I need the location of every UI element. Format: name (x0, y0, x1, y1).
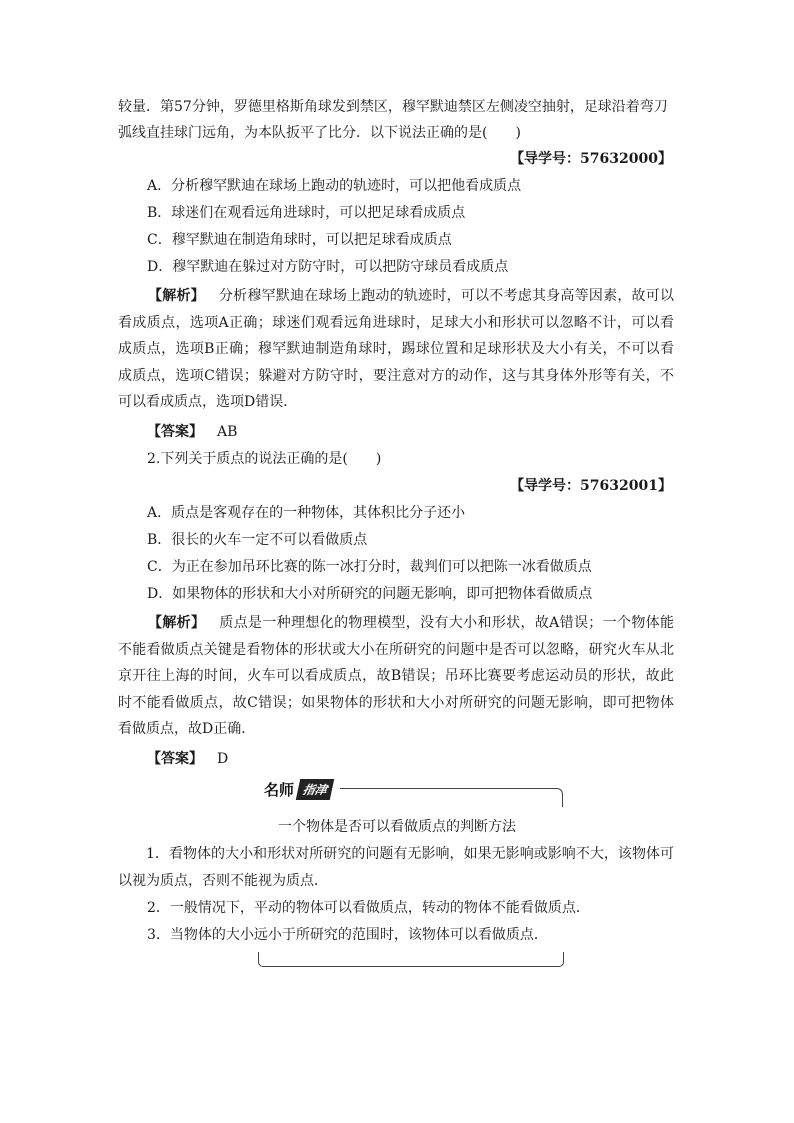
q1-analysis-tag: 【解析】 (148, 288, 205, 304)
q1-answer-tag: 【答案】 (147, 424, 203, 440)
q1-analysis (118, 283, 674, 416)
q1-reference-number: 【导学号：57632000】 (510, 151, 672, 167)
tip-badge-label: 名师 (264, 780, 295, 799)
tip-box-bottom-border (258, 952, 564, 967)
tip-item-3: 3．当物体的大小远小于所研究的范围时，该物体可以看做质点． (147, 927, 548, 943)
q1-option-b: B．球迷们在观看远角进球时，可以把足球看成质点 (147, 205, 466, 221)
q1-option-a: A．分析穆罕默迪在球场上跑动的轨迹时，可以把他看成质点 (147, 178, 522, 194)
q2-analysis-text: 质点是一种理想化的物理模型，没有大小和形状，故A错误；一个物体能不能看做质点关键是看物体的形状或大小在所研究的问题中是否可以忽略，研究火车从北京开往上海的时间，火车可以看成质点，故B错误；吊环比赛要考虑运动员的形状，故此时不能看做质点，故C错误；如果物体的形状和大小对所研究的问题无影响，即可把物体看做质点，故D正确． (118, 615, 674, 737)
q2-option-a: A．质点是客观存在的一种物体，其体积比分子还小 (147, 505, 466, 521)
q1-answer (147, 419, 237, 445)
q1-answer-value: AB (217, 424, 238, 440)
q2-stem: 2.下列关于质点的说法正确的是( ) (147, 451, 382, 467)
q1-option-d: D．穆罕默迪在躲过对方防守时，可以把防守球员看成质点 (147, 259, 509, 275)
q2-answer-tag: 【答案】 (147, 751, 203, 767)
q2-option-c: C．为正在参加吊环比赛的陈一冰打分时，裁判们可以把陈一冰看做质点 (147, 559, 592, 575)
tip-item-2: 2．一般情况下，平动的物体可以看做质点，转动的物体不能看做质点． (147, 900, 590, 916)
q2-option-d: D．如果物体的形状和大小对所研究的问题无影响，即可把物体看做质点 (147, 586, 593, 602)
tip-title: 一个物体是否可以看做质点的判断方法 (278, 819, 516, 835)
tip-badge-highlight: 指津 (296, 779, 334, 800)
q1-option-c: C．穆罕默迪在制造角球时，可以把足球看成质点 (147, 232, 452, 248)
q2-analysis (118, 610, 674, 743)
tip-item-1: 1．看物体的大小和形状对所研究的问题有无影响，如果无影响或影响不大，该物体可以视为质点，否则不能视为质点． (118, 846, 674, 889)
q1-analysis-text: 分析穆罕默迪在球场上跑动的轨迹时，可以不考虑其身高等因素，故可以看成质点，选项A正确；球迷们观看远角进球时，足球大小和形状可以忽略不计，可以看成质点，选项B正确；穆罕默迪制造角球时，踢球位置和足球形状及大小有关，不可以看成质点，选项C错误；躲避对方防守时，要注意对方的动作，这与其身体外形等有关，不可以看成质点，选项D错误． (118, 288, 675, 410)
q2-answer (147, 746, 228, 772)
q1-stem-line1: 较量．第57分钟，罗德里格斯角球发到禁区，穆罕默迪禁区左侧凌空抽射，足球沿着弯刀 (118, 99, 668, 115)
q2-option-b: B．很长的火车一定不可以看做质点 (147, 532, 368, 548)
tip-badge (262, 779, 332, 799)
q2-analysis-tag: 【解析】 (148, 615, 206, 631)
q1-stem-line2: 弧线直挂球门远角，为本队扳平了比分．以下说法正确的是( ) (118, 125, 521, 141)
tip-box-top-border (340, 788, 563, 807)
q2-answer-value: D (217, 751, 229, 767)
q2-reference-number: 【导学号：57632001】 (510, 478, 672, 494)
